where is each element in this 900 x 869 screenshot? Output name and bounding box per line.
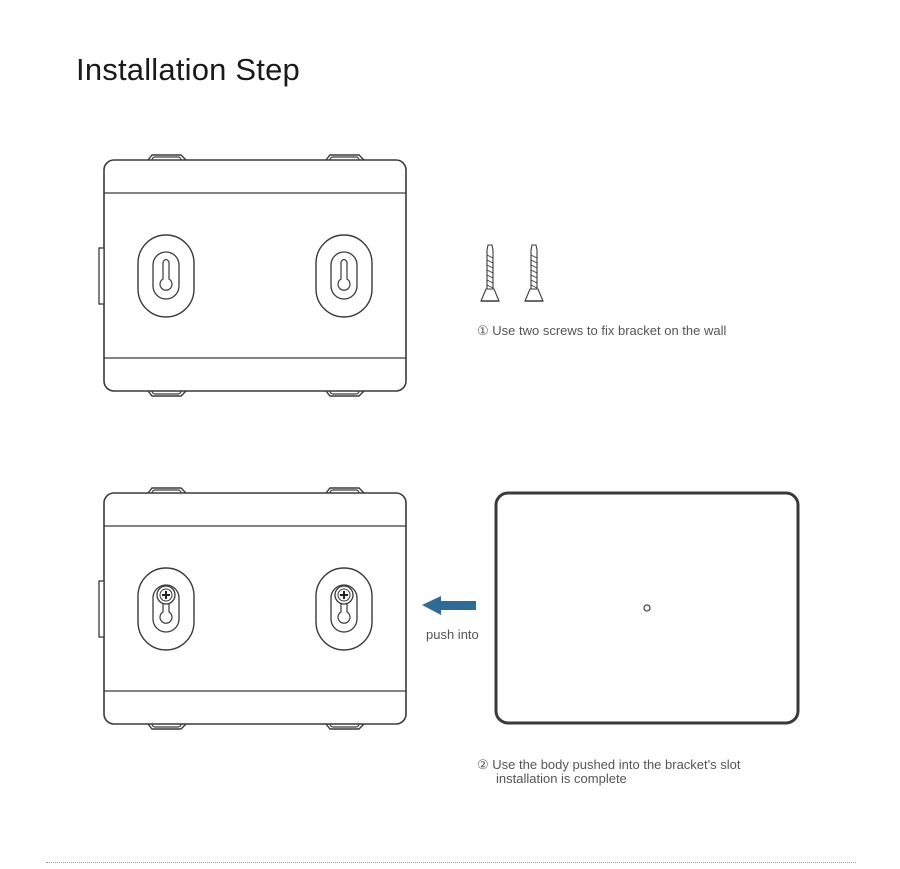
device-body-icon bbox=[496, 493, 798, 723]
screw-icon bbox=[525, 245, 543, 301]
dotted-divider bbox=[46, 862, 856, 863]
bracket-with-screws-icon bbox=[99, 488, 406, 729]
step-2-text-line2: installation is complete bbox=[496, 771, 627, 786]
step-2-text-line1: Use the body pushed into the bracket's slot bbox=[492, 757, 741, 772]
arrow-left-icon bbox=[422, 596, 476, 615]
step-2-marker: ② bbox=[477, 757, 489, 772]
page-title: Installation Step bbox=[76, 52, 300, 87]
screw-icon bbox=[481, 245, 499, 301]
bracket-icon bbox=[99, 155, 406, 396]
step-1-marker: ① bbox=[477, 323, 489, 338]
step-1-text: Use two screws to fix bracket on the wall bbox=[492, 323, 727, 338]
push-into-label: push into bbox=[426, 627, 479, 642]
step-2-caption bbox=[477, 758, 740, 786]
step-1-caption bbox=[477, 324, 726, 338]
